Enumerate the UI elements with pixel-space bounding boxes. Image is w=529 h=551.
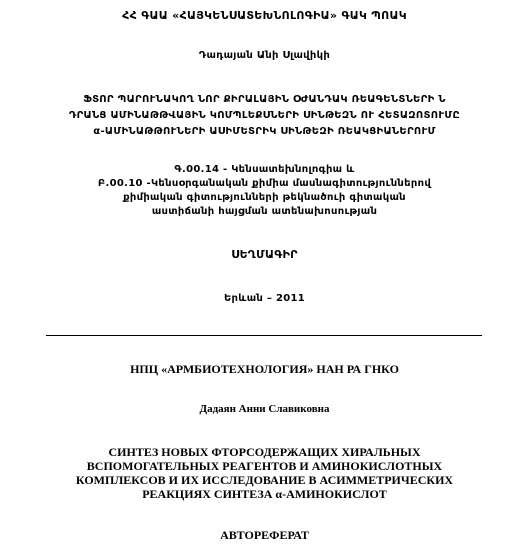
armenian-doc-type: ՍԵՂՄԱԳԻՐ [231, 248, 298, 261]
russian-author: Дадаян Анни Славиковна [199, 403, 330, 415]
russian-title-line-2: ВСПОМОГАТЕЛЬНЫХ РЕАГЕНТОВ И АМИНОКИСЛОТНЫХ [86, 459, 443, 473]
armenian-title-line-1: ՖՏՈՐ ՊԱՐՈՒՆԱԿՈՂ ՆՈՐ ՔԻՐԱԼԱՅԻՆ ՕԺԱՆԴԱԿ ՌԵԱԳԵՆՏՆԵՐԻ Ն [83, 94, 446, 105]
russian-doc-type: АВТОРЕФЕРАТ [220, 528, 309, 542]
russian-institution: НПЦ «АРМБИОТЕХНОЛОГИЯ» НАН РА ГНКО [130, 362, 399, 376]
armenian-place-year: Երևան – 2011 [223, 293, 306, 304]
armenian-title-line-2: ԴՐԱՆՑ ԱՄԻՆԱԹԹՎԱՅԻՆ ԿՈՄՊԼԵՔՍՆԵՐԻ ՍԻՆԹԵԶՆ ՈՒ ՀԵՏԱԶՈՏՈՒՄԸ [68, 110, 461, 121]
russian-title-line-1: СИНТЕЗ НОВЫХ ФТОРСОДЕРЖАЩИХ ХИРАЛЬНЫХ [108, 445, 421, 459]
armenian-specialty-line-2: Բ.00.10 -Կենսօրգանական քիմիա մասնագիտություններով [97, 178, 432, 189]
armenian-author: Դադայան Անի Սլավիկի [198, 50, 331, 61]
armenian-institution: ՀՀ ԳԱԱ «ՀԱՅԿԵՆՍԱՏԵԽՆՈԼՈԳԻԱ» ԳԱԿ ՊՈԱԿ [122, 9, 407, 22]
russian-title-line-3: КОМПЛЕКСОВ И ИХ ИССЛЕДОВАНИЕ В АСИММЕТРИЧЕСКИХ [75, 473, 454, 487]
armenian-specialty-line-3: քիմիական գիտությունների թեկնածուի գիտական [123, 192, 406, 203]
armenian-specialty-line-4: աստիճանի հայցման ատենախոսության [151, 206, 378, 217]
armenian-specialty-line-1: Գ.00.14 - Կենսատեխնոլոգիա և [174, 164, 355, 175]
russian-title-line-4: РЕАКЦИЯХ СИНТЕЗА α-АМИНОКИСЛОТ [142, 487, 387, 501]
divider-line [46, 335, 482, 336]
armenian-title-line-3: α-ԱՄԻՆԱԹԹՈՒՆԵՐԻ ԱՍԻՄԵՏՐԻԿ ՍԻՆԹԵԶԻ ՌԵԱԿՑԻԱՆԵՐՈՒՄ [93, 126, 436, 137]
